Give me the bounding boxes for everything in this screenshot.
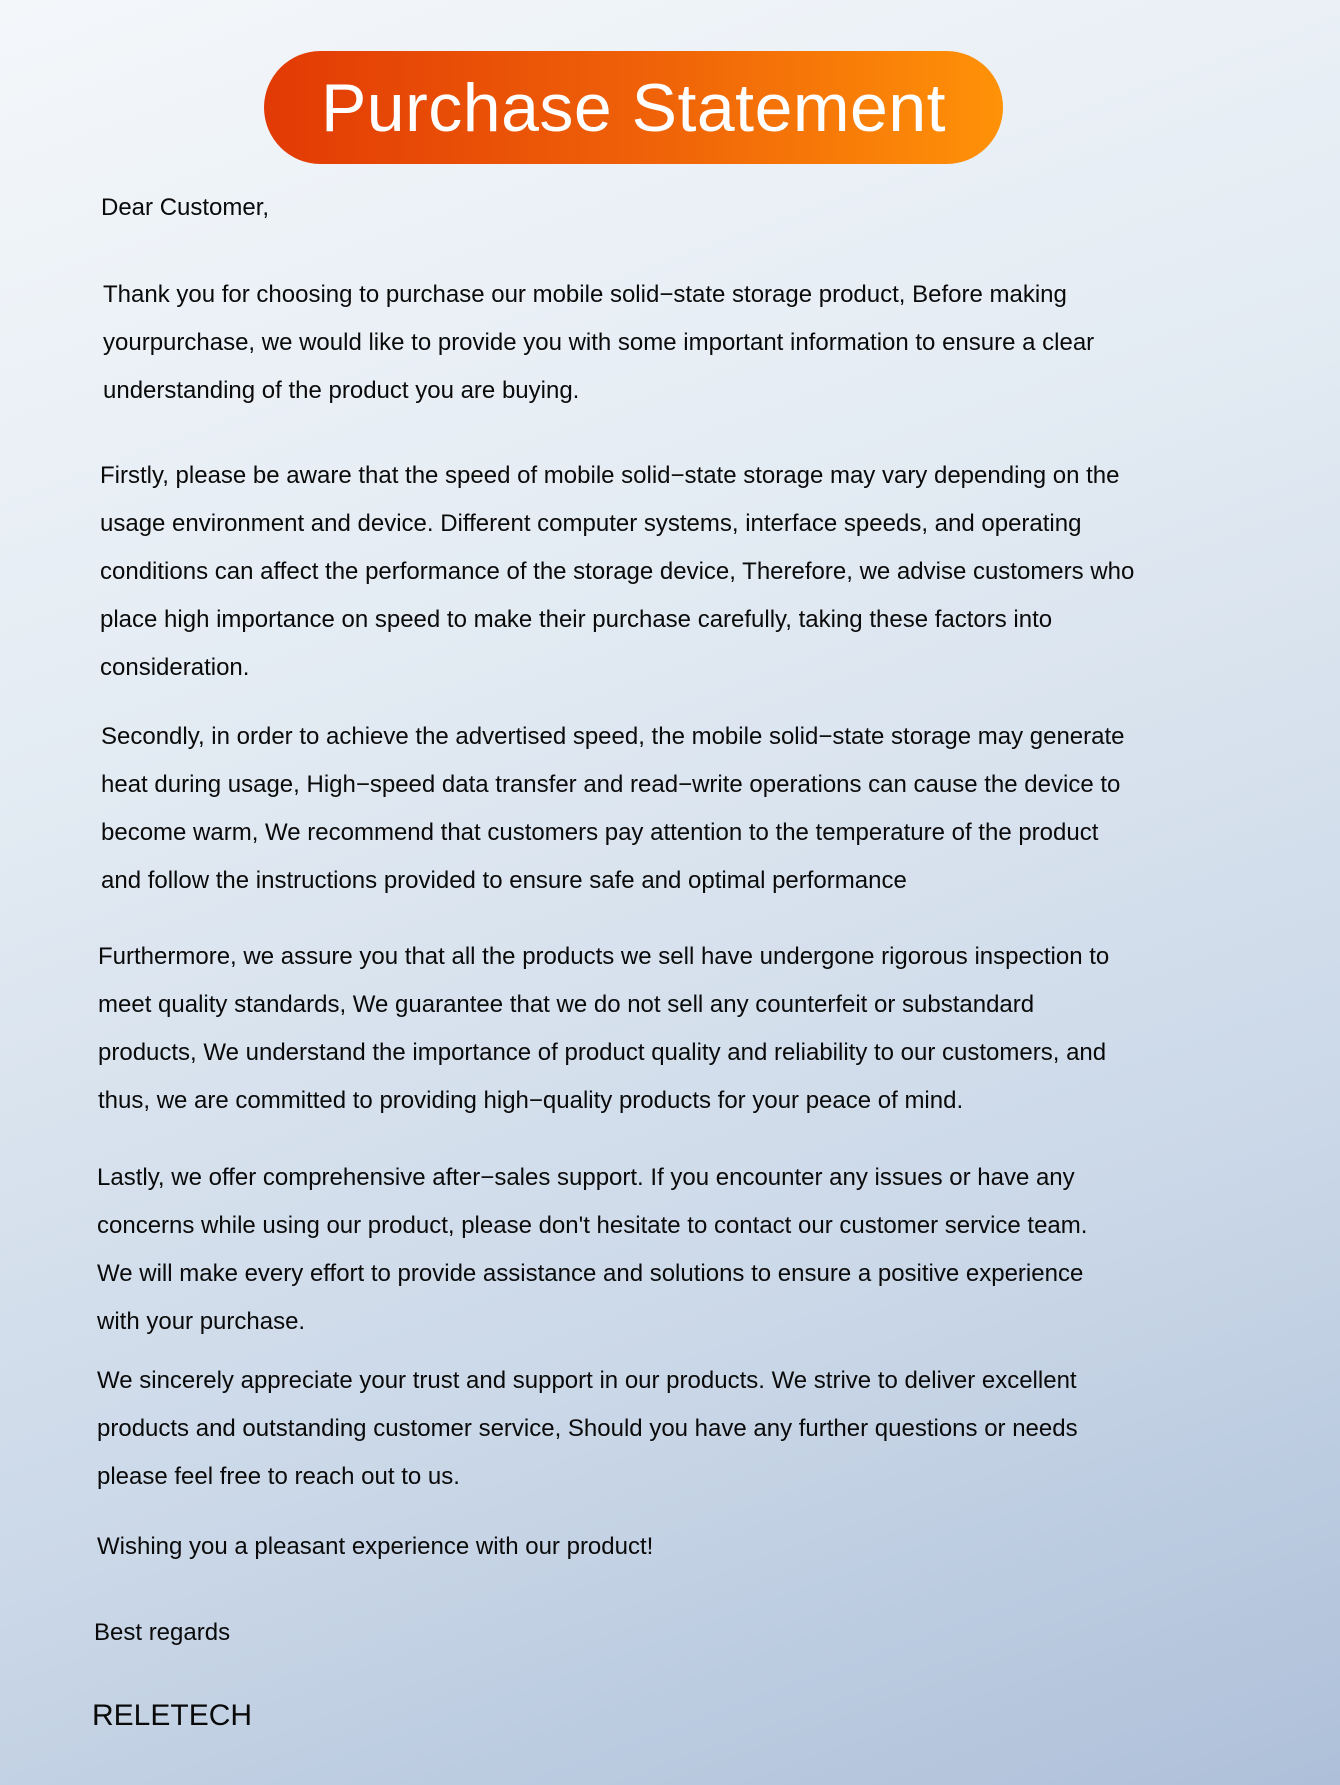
paragraph-furthermore	[98, 933, 1109, 1125]
paragraph-line: please feel free to reach out to us.	[97, 1463, 460, 1490]
paragraph-line: Firstly, please be aware that the speed of mobile solid−state storage may vary depending on the	[100, 462, 1120, 489]
paragraph-line: thus, we are committed to providing high−quality products for your peace of mind.	[98, 1087, 964, 1114]
paragraph-lastly	[97, 1154, 1087, 1346]
paragraph-line: Furthermore, we assure you that all the products we sell have undergone rigorous inspection to	[98, 943, 1110, 970]
paragraph-line: and follow the instructions provided to ensure safe and optimal performance	[101, 867, 907, 894]
paragraph-line: Lastly, we offer comprehensive after−sales support. If you encounter any issues or have any	[97, 1164, 1075, 1191]
paragraph-line: concerns while using our product, please don't hesitate to contact our customer service team.	[97, 1212, 1088, 1239]
paragraph-intro	[103, 271, 1094, 415]
paragraph-line: We sincerely appreciate your trust and support in our products. We strive to deliver excellent	[97, 1367, 1077, 1394]
title-banner	[264, 51, 1003, 164]
paragraph-line: We will make every effort to provide assistance and solutions to ensure a positive experience	[97, 1260, 1084, 1287]
paragraph-line: with your purchase.	[97, 1308, 306, 1335]
paragraph-line: place high importance on speed to make their purchase carefully, taking these factors into	[100, 606, 1053, 633]
paragraph-line: yourpurchase, we would like to provide you with some important information to ensure a clear	[103, 329, 1095, 356]
brand-signature: RELETECH	[92, 1699, 253, 1732]
paragraph-firstly	[100, 452, 1134, 692]
paragraph-line: Thank you for choosing to purchase our mobile solid−state storage product, Before making	[103, 281, 1067, 308]
paragraph-line: products, We understand the importance of product quality and reliability to our customers, and	[98, 1039, 1107, 1066]
paragraph-line: products and outstanding customer service, Should you have any further questions or needs	[97, 1415, 1078, 1442]
page-title: Purchase Statement	[320, 69, 947, 146]
paragraph-line: Secondly, in order to achieve the advertised speed, the mobile solid−state storage may generate	[101, 723, 1125, 750]
paragraph-appreciation	[97, 1357, 1078, 1501]
paragraph-wishes	[97, 1523, 653, 1571]
paragraph-line: meet quality standards, We guarantee that we do not sell any counterfeit or substandard	[98, 991, 1035, 1018]
closing: Best regards	[94, 1619, 231, 1646]
paragraph-secondly	[101, 713, 1125, 905]
greeting: Dear Customer,	[101, 194, 270, 221]
paragraph-line: consideration.	[100, 654, 250, 681]
paragraph-line: Wishing you a pleasant experience with our product!	[97, 1533, 654, 1560]
paragraph-line: usage environment and device. Different computer systems, interface speeds, and operating	[100, 510, 1082, 537]
paragraph-line: conditions can affect the performance of the storage device, Therefore, we advise customers who	[100, 558, 1135, 585]
paragraph-line: heat during usage, High−speed data transfer and read−write operations can cause the device to	[101, 771, 1121, 798]
paragraph-line: become warm, We recommend that customers pay attention to the temperature of the product	[101, 819, 1099, 846]
paragraph-line: understanding of the product you are buying.	[103, 377, 580, 404]
